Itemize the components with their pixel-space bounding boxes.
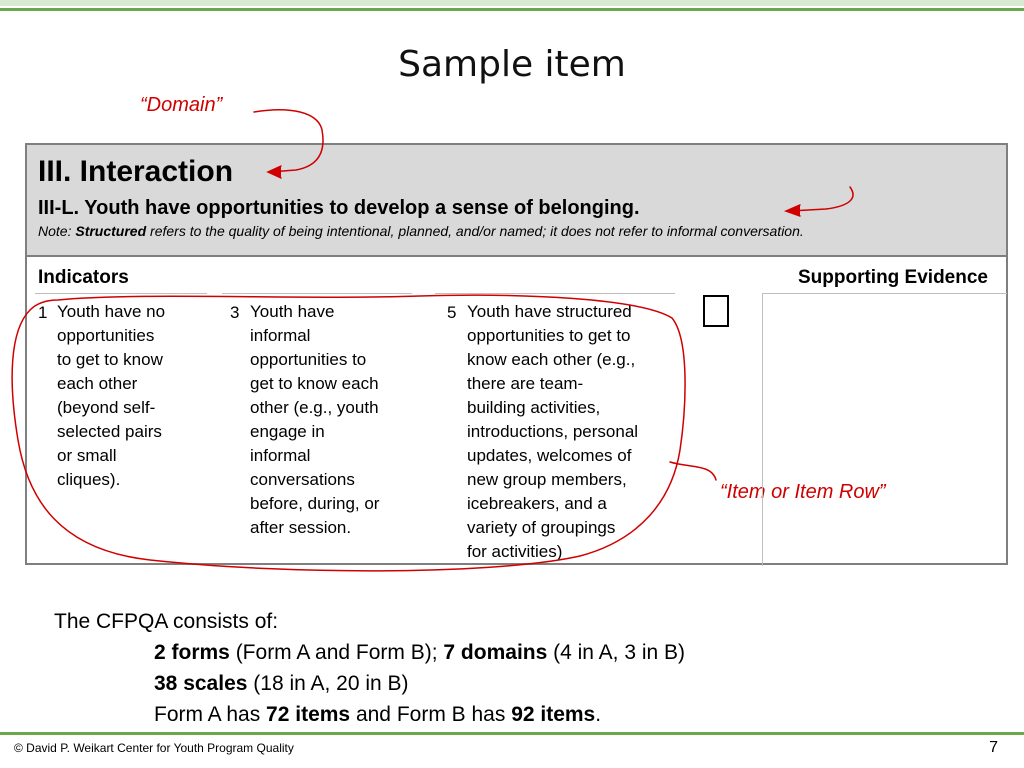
summary-items: Form A has 72 items and Form B has 92 items. — [154, 703, 602, 726]
item-row-annotation: “Item or Item Row” — [720, 481, 886, 503]
score-3-indicator: Youth have informal opportunities to get to know each other (e.g., youth engage in informal conversations before, during, or after session. — [250, 302, 380, 537]
summary-scales: 38 scales (18 in A, 20 in B) — [154, 672, 409, 695]
summary-forms-domains: 2 forms (Form A and Form B); 7 domains (4 in A, 3 in B) — [154, 641, 686, 664]
domain-arrow — [254, 110, 323, 172]
score-5-indicator: Youth have structured opportunities to get to know each other (e.g., there are team- building activities, introductions, personal updates, welcomes of new group members, icebreakers, and a variety of groupings for activities) — [467, 302, 639, 561]
score-5-label: 5 — [447, 303, 457, 322]
domain-annotation: “Domain” — [140, 94, 223, 116]
indicators-label: Indicators — [38, 267, 129, 288]
cfpqa-summary — [54, 606, 685, 730]
page-number: 7 — [989, 739, 998, 756]
domain-arrowhead — [268, 166, 281, 178]
summary-intro: The CFPQA consists of: — [54, 610, 279, 633]
score-1-indicator: Youth have no opportunities to get to know each other (beyond self- selected pairs or small cliques). — [57, 302, 166, 489]
item-row-loop — [12, 295, 685, 571]
scale-title: III-L. Youth have opportunities to develop a sense of belonging. — [38, 197, 640, 219]
scale-arrowhead — [786, 205, 800, 216]
footer-copyright: © David P. Weikart Center for Youth Program Quality — [14, 741, 294, 755]
supporting-evidence-label: Supporting Evidence — [797, 267, 988, 288]
structured-note: Note: Structured refers to the quality of being intentional, planned, and/or named; it does not refer to informal conversation. — [38, 223, 804, 239]
domain-title: III. Interaction — [38, 155, 234, 188]
score-3-label: 3 — [230, 303, 240, 322]
score-1-label: 1 — [38, 303, 48, 322]
footer-rule — [0, 732, 1024, 735]
slide-title: Sample item — [398, 44, 626, 85]
